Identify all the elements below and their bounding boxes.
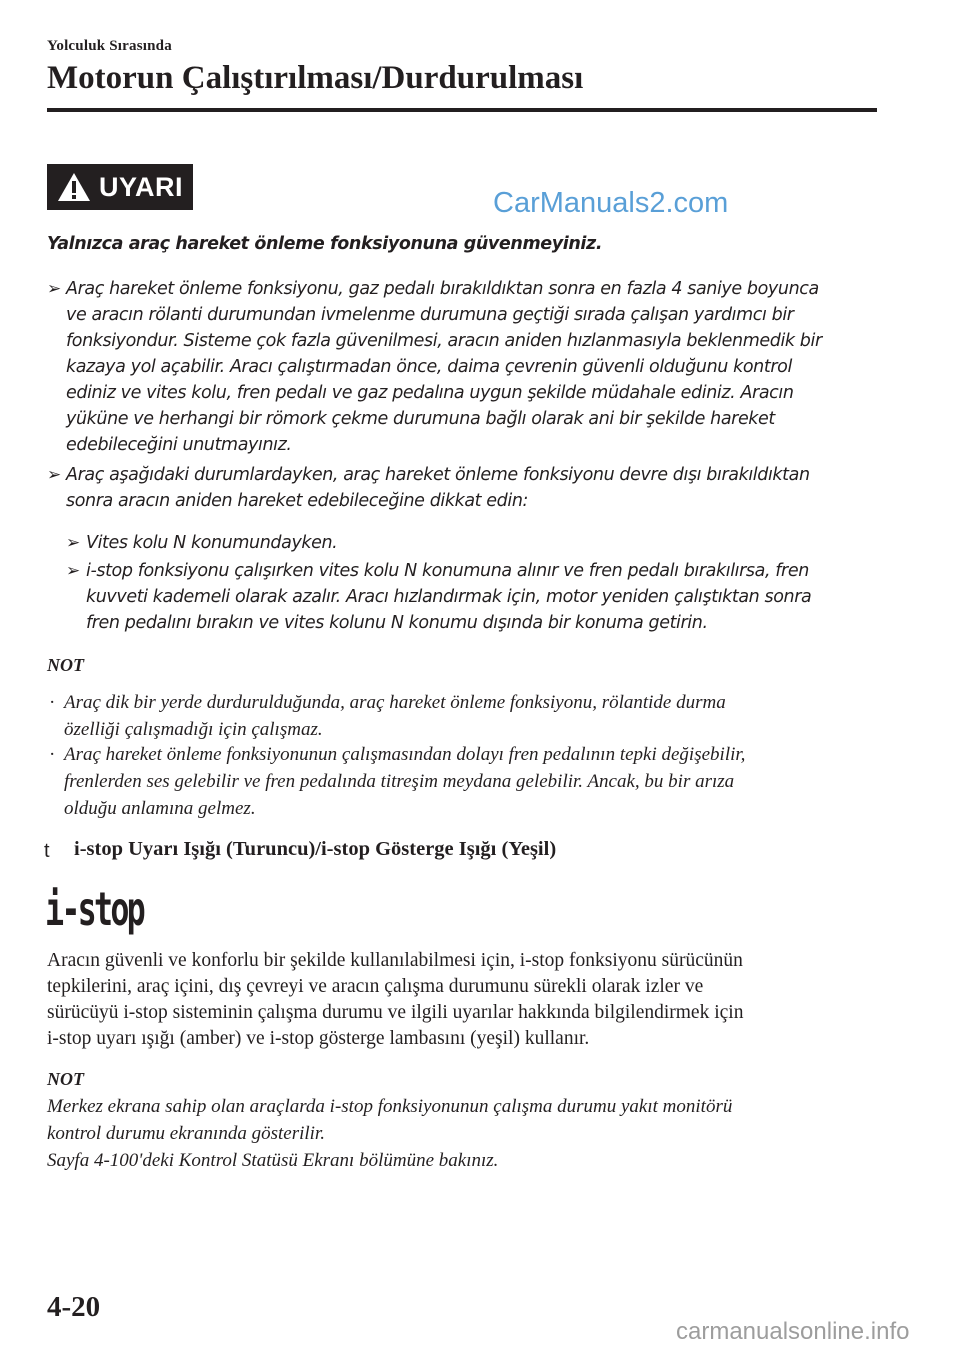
warning-bullet-line: ediniz ve vites kolu, fren pedalı ve gaz pedalına uygun şekilde müdahale ediniz. Aracın: [66, 383, 794, 403]
warning-sub-bullet-line: kuvveti kademeli olarak azalır. Aracı hızlandırmak için, motor yeniden çalıştıktan sonra: [86, 587, 812, 607]
note-bullet-dot: ·: [49, 744, 56, 765]
i-stop-icon-text: i-stop: [45, 882, 145, 936]
warning-badge: [47, 164, 193, 210]
warning-sub-bullet-line: Vites kolu N konumundayken.: [86, 533, 338, 553]
bullet-arrow-icon: ➢: [47, 279, 61, 299]
note-line: Sayfa 4-100'deki Kontrol Statüsü Ekranı bölümüne bakınız.: [47, 1150, 499, 1171]
warning-sub-bullet: [66, 561, 876, 641]
note-item: [47, 744, 877, 828]
page-title: Motorun Çalıştırılması/Durdurulması: [47, 60, 584, 96]
i-stop-indicator-icon: [45, 882, 145, 946]
body-line: i-stop uyarı ışığı (amber) ve i-stop gösterge lambasını (yeşil) kullanır.: [47, 1028, 590, 1049]
body-line: tepkilerini, araç içini, dış çevreyi ve aracın çalışma durumunu sürekli olarak izler ve: [47, 976, 704, 997]
bullet-arrow-icon: ➢: [47, 465, 61, 485]
body-line: Aracın güvenli ve konforlu bir şekilde kullanılabilmesi için, i-stop fonksiyonu sürücünün: [47, 950, 743, 971]
warning-sub-bullet-line: i-stop fonksiyonu çalışırken vites kolu N konumuna alınır ve fren pedalı bırakılırsa, fren: [86, 561, 809, 581]
warning-triangle-icon: [57, 172, 91, 202]
warning-bullet-line: fonksiyondur. Sisteme çok fazla güvenilmesi, aracın aniden hızlanmasıyla beklenmedik bir: [66, 331, 822, 351]
section-label: Yolculuk Sırasında: [47, 38, 172, 54]
note-label: NOT: [47, 1069, 84, 1089]
bullet-arrow-icon: ➢: [66, 561, 80, 581]
warning-sub-bullet: [66, 533, 866, 559]
page-number: 4-20: [47, 1291, 101, 1323]
note-item-line: frenlerden ses gelebilir ve fren pedalında titreşim meydana gelebilir. Ancak, bu bir arıza: [64, 771, 735, 792]
bullet-arrow-icon: ➢: [66, 533, 80, 553]
warning-bullet-line: edebileceğini unutmayınız.: [66, 435, 292, 455]
note-item-line: Araç dik bir yerde durdurulduğunda, araç hareket önleme fonksiyonu, rölantide durma: [64, 692, 726, 713]
warning-bullet-line: ve aracın rölanti durumundan ivmelenme durumuna geçtiği sırada çalışan yardımcı bir: [66, 305, 794, 325]
warning-bullet-line: yüküne ve herhangi bir römork çekme durumuna bağlı olarak ani bir şekilde hareket: [66, 409, 775, 429]
warning-bullet-line: Araç aşağıdaki durumlardayken, araç hareket önleme fonksiyonu devre dışı bırakıldıktan: [66, 465, 810, 485]
body-line: sürücüyü i-stop sisteminin çalışma durumu ve ilgili uyarılar hakkında bilgilendirmek için: [47, 1002, 744, 1023]
note-item-line: Araç hareket önleme fonksiyonunun çalışmasından dolayı fren pedalının tepki değişebilir,: [64, 744, 746, 765]
subsection-marker: t: [44, 840, 50, 862]
footer-site-link[interactable]: carmanualsonline.info: [676, 1318, 910, 1345]
note-line: kontrol durumu ekranında gösterilir.: [47, 1123, 325, 1144]
title-divider: [47, 108, 877, 112]
warning-bullet-line: kazaya yol açabilir. Aracı çalıştırmadan önce, daima çevrenin güvenli olduğunu kontrol: [66, 357, 792, 377]
warning-sub-bullet-line: fren pedalını bırakın ve vites kolunu N konumu dışında bir konuma getirin.: [86, 613, 708, 633]
warning-heading: Yalnızca araç hareket önleme fonksiyonuna güvenmeyiniz.: [47, 234, 603, 254]
warning-bullet-line: Araç hareket önleme fonksiyonu, gaz pedalı bırakıldıktan sonra en fazla 4 saniye boyunca: [66, 279, 819, 299]
subsection-title: i-stop Uyarı Işığı (Turuncu)/i-stop Gösterge Işığı (Yeşil): [74, 838, 557, 860]
warning-bullet: [47, 279, 877, 469]
note-item: [47, 692, 877, 748]
note-item-line: özelliği çalışmadığı için çalışmaz.: [64, 719, 323, 740]
warning-bullet: [47, 465, 877, 521]
watermark: CarManuals2.com: [493, 187, 729, 219]
note-item-line: olduğu anlamına gelmez.: [64, 798, 256, 819]
note-bullet-dot: ·: [49, 692, 56, 713]
note-line: Merkez ekrana sahip olan araçlarda i-stop fonksiyonunun çalışma durumu yakıt monitörü: [47, 1096, 733, 1117]
note-label: NOT: [47, 655, 84, 675]
warning-bullet-line: sonra aracın aniden hareket edebileceğine dikkat edin:: [66, 491, 529, 511]
warning-label: UYARI: [99, 171, 184, 202]
